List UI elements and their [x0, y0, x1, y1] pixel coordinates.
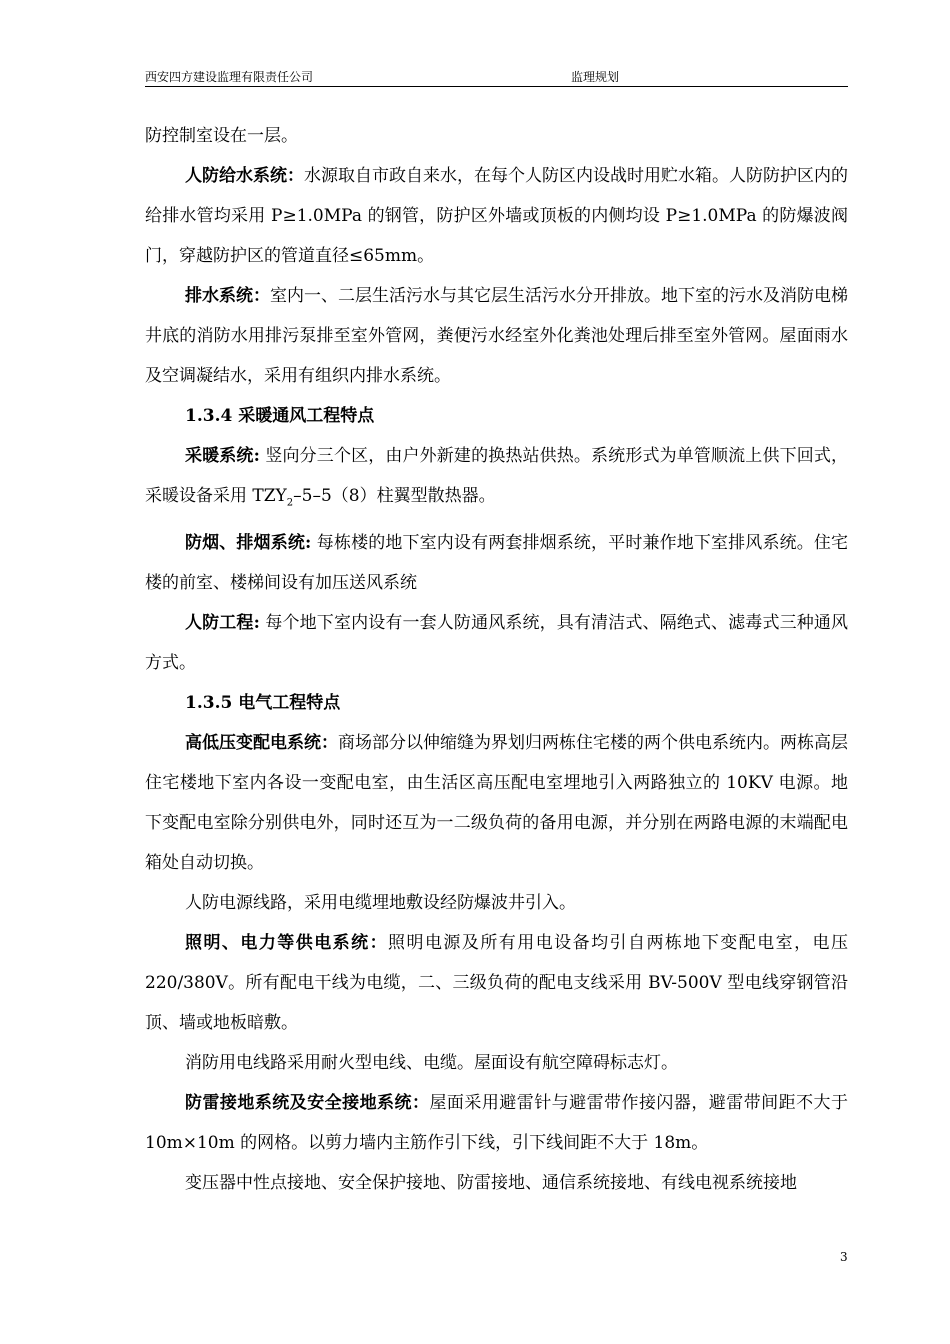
paragraph-power-distribution [145, 723, 848, 883]
paragraph-grounding-list: 变压器中性点接地、安全保护接地、防雷接地、通信系统接地、有线电视系统接地 [185, 1173, 797, 1194]
paragraph-smoke-exhaust [145, 523, 848, 603]
label-separator: : [304, 533, 312, 554]
paragraph-text: 商场部分以伸缩缝为界划归两栋住宅楼的两个供电系统内。两栋高层住宅楼地下室内各设一变配电室，由生活区高压配电室埋地引入两路独立的 10KV 电源。地下变配电室除分别供电外，同时还互为一二级负荷的备用电源，并分别在两路电源的末端配电箱处自动切换。 [145, 733, 848, 874]
paragraph-text: 照明电源及所有用电设备均引自两栋地下变配电室，电压 220/380V。所有配电干线为电缆，二、三级负荷的配电支线采用 BV-500V 型电线穿钢管沿顶、墙或地板暗敷。 [145, 933, 849, 1034]
paragraph-drainage [145, 276, 848, 396]
page-number: 3 [840, 1250, 848, 1264]
paragraph-text: 每栋楼的地下室内设有两套排烟系统，平时兼作地下室排风系统。住宅楼的前室、楼梯间设有加压送风系统 [145, 533, 849, 594]
paragraph-label: 防雷接地系统及安全接地系统 [185, 1093, 412, 1114]
header-doc-title: 监理规划 [571, 70, 620, 84]
paragraph-civil-water-supply [145, 156, 848, 276]
paragraph-label: 防烟、排烟系统 [185, 533, 305, 554]
paragraph-label: 人防工程 [185, 613, 254, 634]
section-heading-1-3-5: 1.3.5 电气工程特点 [185, 693, 341, 714]
label-separator: ： [321, 733, 338, 754]
paragraph-text: –5–5（8）柱翼型散热器。 [293, 486, 496, 506]
paragraph-1: 防控制室设在一层。 [145, 126, 298, 146]
paragraph-text: 竖向分三个区，由户外新建的换热站供热。系统形式为单管顺流上供下回式，采暖设备采用 TZY [145, 446, 848, 506]
paragraph-text: 每个地下室内设有一套人防通风系统，具有清洁式、隔绝式、滤毒式三种通风方式。 [145, 613, 848, 674]
label-separator: : [253, 613, 260, 634]
subscript: 2 [286, 497, 294, 509]
page-body [145, 116, 848, 1203]
label-separator: : [253, 446, 260, 466]
paragraph-civil-defense [145, 603, 848, 683]
paragraph-label: 排水系统 [185, 286, 253, 306]
paragraph-label: 采暖系统 [185, 446, 254, 466]
paragraph-text: 水源取自市政自来水，在每个人防区内设战时用贮水箱。人防防护区内的给排水管均采用 P≥1.0MPa 的钢管，防护区外墙或顶板的内侧均设 P≥1.0MPa 的防爆波阀门，穿越防护区的管道直径≤65mm。 [145, 166, 848, 266]
paragraph-text: 屋面采用避雷针与避雷带作接闪器，避雷带间距不大于 10m×10m 的网格。以剪力墙内主筋作引下线，引下线间距不大于 18m。 [145, 1093, 849, 1154]
paragraph-text: 室内一、二层生活污水与其它层生活污水分开排放。地下室的污水及消防电梯井底的消防水用排污泵排至室外管网，粪便污水经室外化粪池处理后排至室外管网。屋面雨水及空调凝结水，采用有组织内排水系统。 [145, 286, 848, 386]
paragraph-lighting-power [145, 923, 848, 1043]
page-header [145, 66, 848, 87]
paragraph-label: 人防给水系统 [185, 166, 287, 186]
paragraph-civil-power-line: 人防电源线路，采用电缆埋地敷设经防爆波井引入。 [185, 893, 576, 914]
label-separator: ： [411, 1093, 430, 1114]
label-separator: ： [369, 933, 389, 954]
section-heading-1-3-4: 1.3.4 采暖通风工程特点 [185, 406, 375, 426]
paragraph-label: 高低压变配电系统 [185, 733, 321, 754]
paragraph-fire-lines: 消防用电线路采用耐火型电线、电缆。屋面设有航空障碍标志灯。 [185, 1053, 678, 1074]
label-separator: ： [287, 166, 304, 186]
paragraph-heating [145, 436, 848, 523]
paragraph-label: 照明、电力等供电系统 [185, 933, 370, 954]
paragraph-lightning-grounding [145, 1083, 848, 1163]
label-separator: ： [253, 286, 270, 306]
header-company: 西安四方建设监理有限责任公司 [145, 70, 314, 84]
